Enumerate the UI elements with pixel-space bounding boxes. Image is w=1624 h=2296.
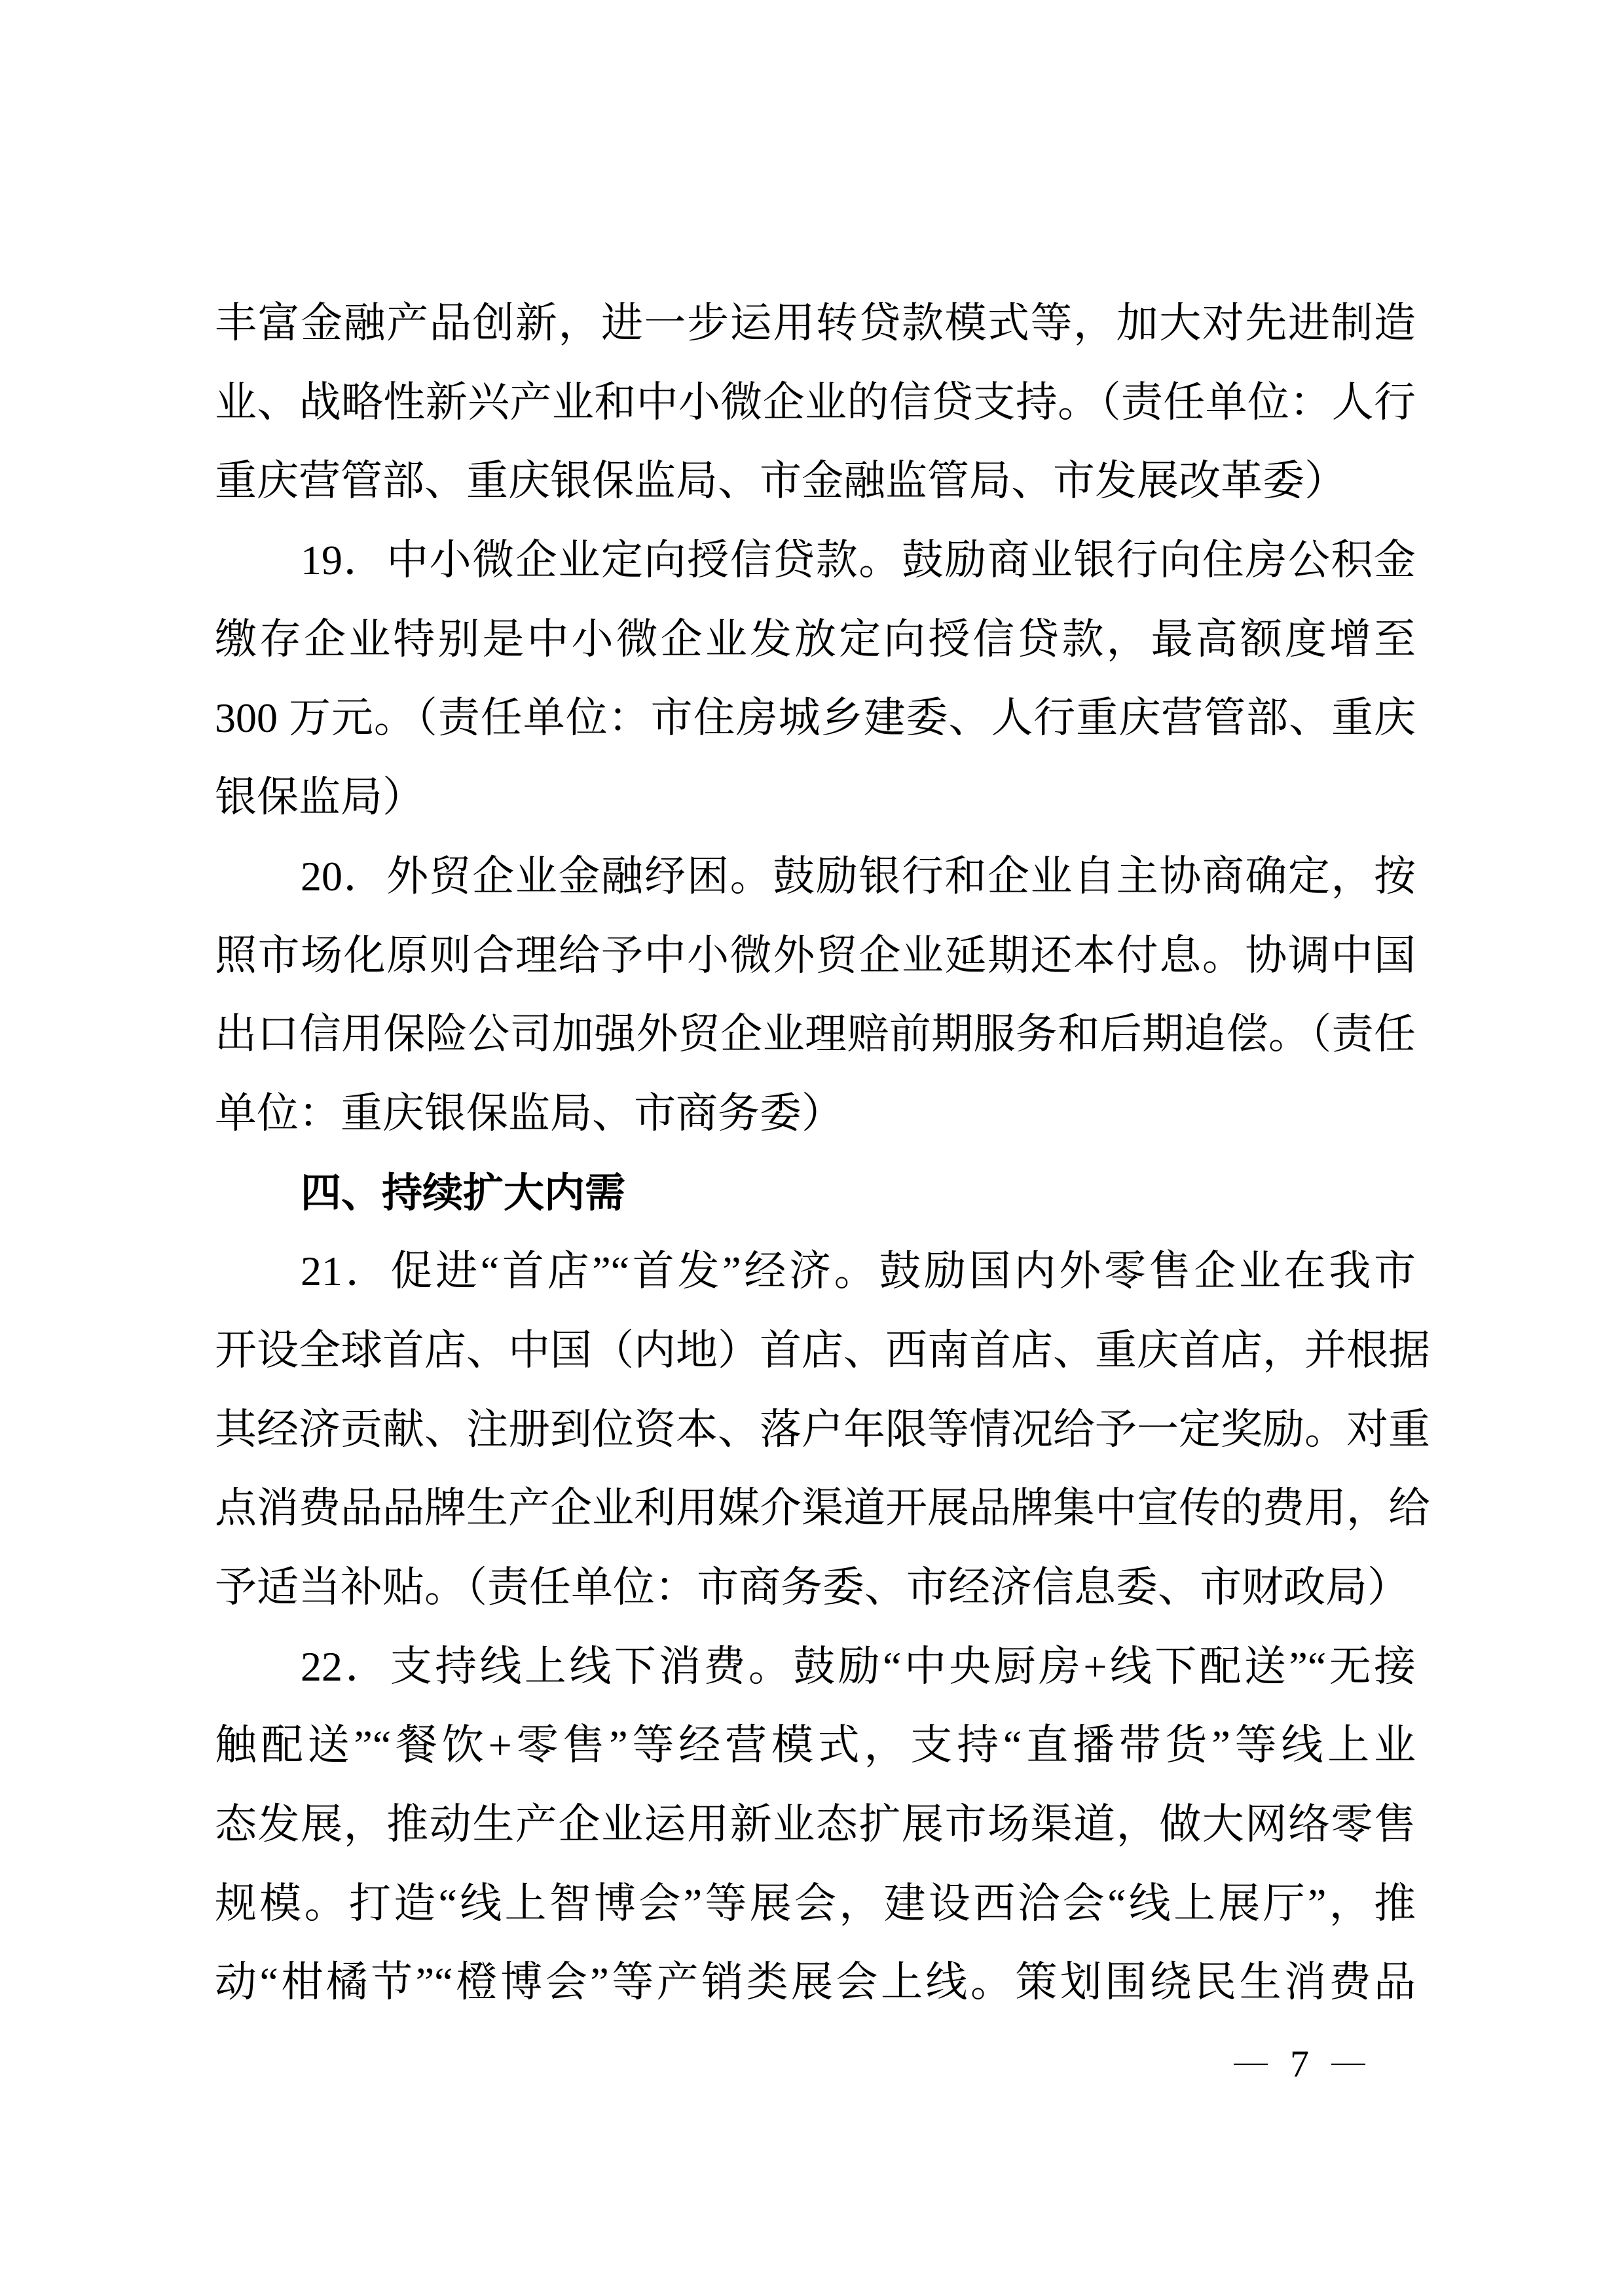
item-20-title-line: 20．外贸企业金融纾困。鼓励银行和企业自主协商确定，按 bbox=[301, 852, 1416, 900]
paragraph-line: 缴存企业特别是中小微企业发放定向授信贷款，最高额度增至 bbox=[215, 615, 1416, 663]
page-number bbox=[1234, 2041, 1365, 2087]
paragraph-line: 丰富金融产品创新，进一步运用转贷款模式等，加大对先进制造 bbox=[215, 300, 1416, 346]
paragraph-line: 单位：重庆银保监局、市商务委） bbox=[215, 1089, 843, 1137]
item-21-title-line: 21．促进“首店”“首发”经济。鼓励国内外零售企业在我市 bbox=[301, 1248, 1416, 1295]
paragraph-line: 照市场化原则合理给予中小微外贸企业延期还本付息。协调中国 bbox=[215, 932, 1416, 979]
item-19-title-line: 19．中小微企业定向授信贷款。鼓励商业银行向住房公积金 bbox=[301, 537, 1416, 584]
body-text bbox=[215, 293, 1430, 2032]
section-heading: 四、持续扩大内需 bbox=[301, 1168, 626, 1216]
paragraph-line: 银保监局） bbox=[215, 774, 424, 821]
paragraph-line: 规模。打造“线上智博会”等展会，建设西洽会“线上展厅”，推 bbox=[215, 1880, 1416, 1927]
paragraph-line: 重庆营管部、重庆银保监局、市金融监管局、市发展改革委） bbox=[215, 458, 1346, 505]
page-number-value: 7 bbox=[1290, 2043, 1309, 2085]
page-number-right-dash bbox=[1331, 2064, 1365, 2065]
paragraph-line: 态发展，推动生产企业运用新业态扩展市场渠道，做大网络零售 bbox=[215, 1801, 1416, 1848]
item-22-title-line: 22．支持线上线下消费。鼓励“中央厨房+线下配送”“无接 bbox=[301, 1643, 1416, 1690]
paragraph-line: 予适当补贴。（责任单位：市商务委、市经济信息委、市财政局） bbox=[215, 1564, 1409, 1611]
paragraph-line: 出口信用保险公司加强外贸企业理赔前期服务和后期追偿。（责任 bbox=[215, 1011, 1416, 1058]
paragraph-line: 300 万元。（责任单位：市住房城乡建委、人行重庆营管部、重庆 bbox=[215, 695, 1416, 742]
paragraph-line: 触配送”“餐饮+零售”等经营模式，支持“直播带货”等线上业 bbox=[215, 1722, 1416, 1769]
paragraph-line: 动“柑橘节”“橙博会”等产销类展会上线。策划围绕民生消费品 bbox=[215, 1959, 1416, 2006]
paragraph-line: 开设全球首店、中国（内地）首店、西南首店、重庆首店，并根据 bbox=[215, 1326, 1430, 1374]
paragraph-line: 其经济贡献、注册到位资本、落户年限等情况给予一定奖励。对重 bbox=[215, 1406, 1430, 1453]
paragraph-line: 业、战略性新兴产业和中小微企业的信贷支持。（责任单位：人行 bbox=[215, 378, 1416, 426]
paragraph-line: 点消费品品牌生产企业利用媒介渠道开展品牌集中宣传的费用，给 bbox=[215, 1485, 1430, 1532]
page-number-left-dash bbox=[1234, 2064, 1268, 2065]
